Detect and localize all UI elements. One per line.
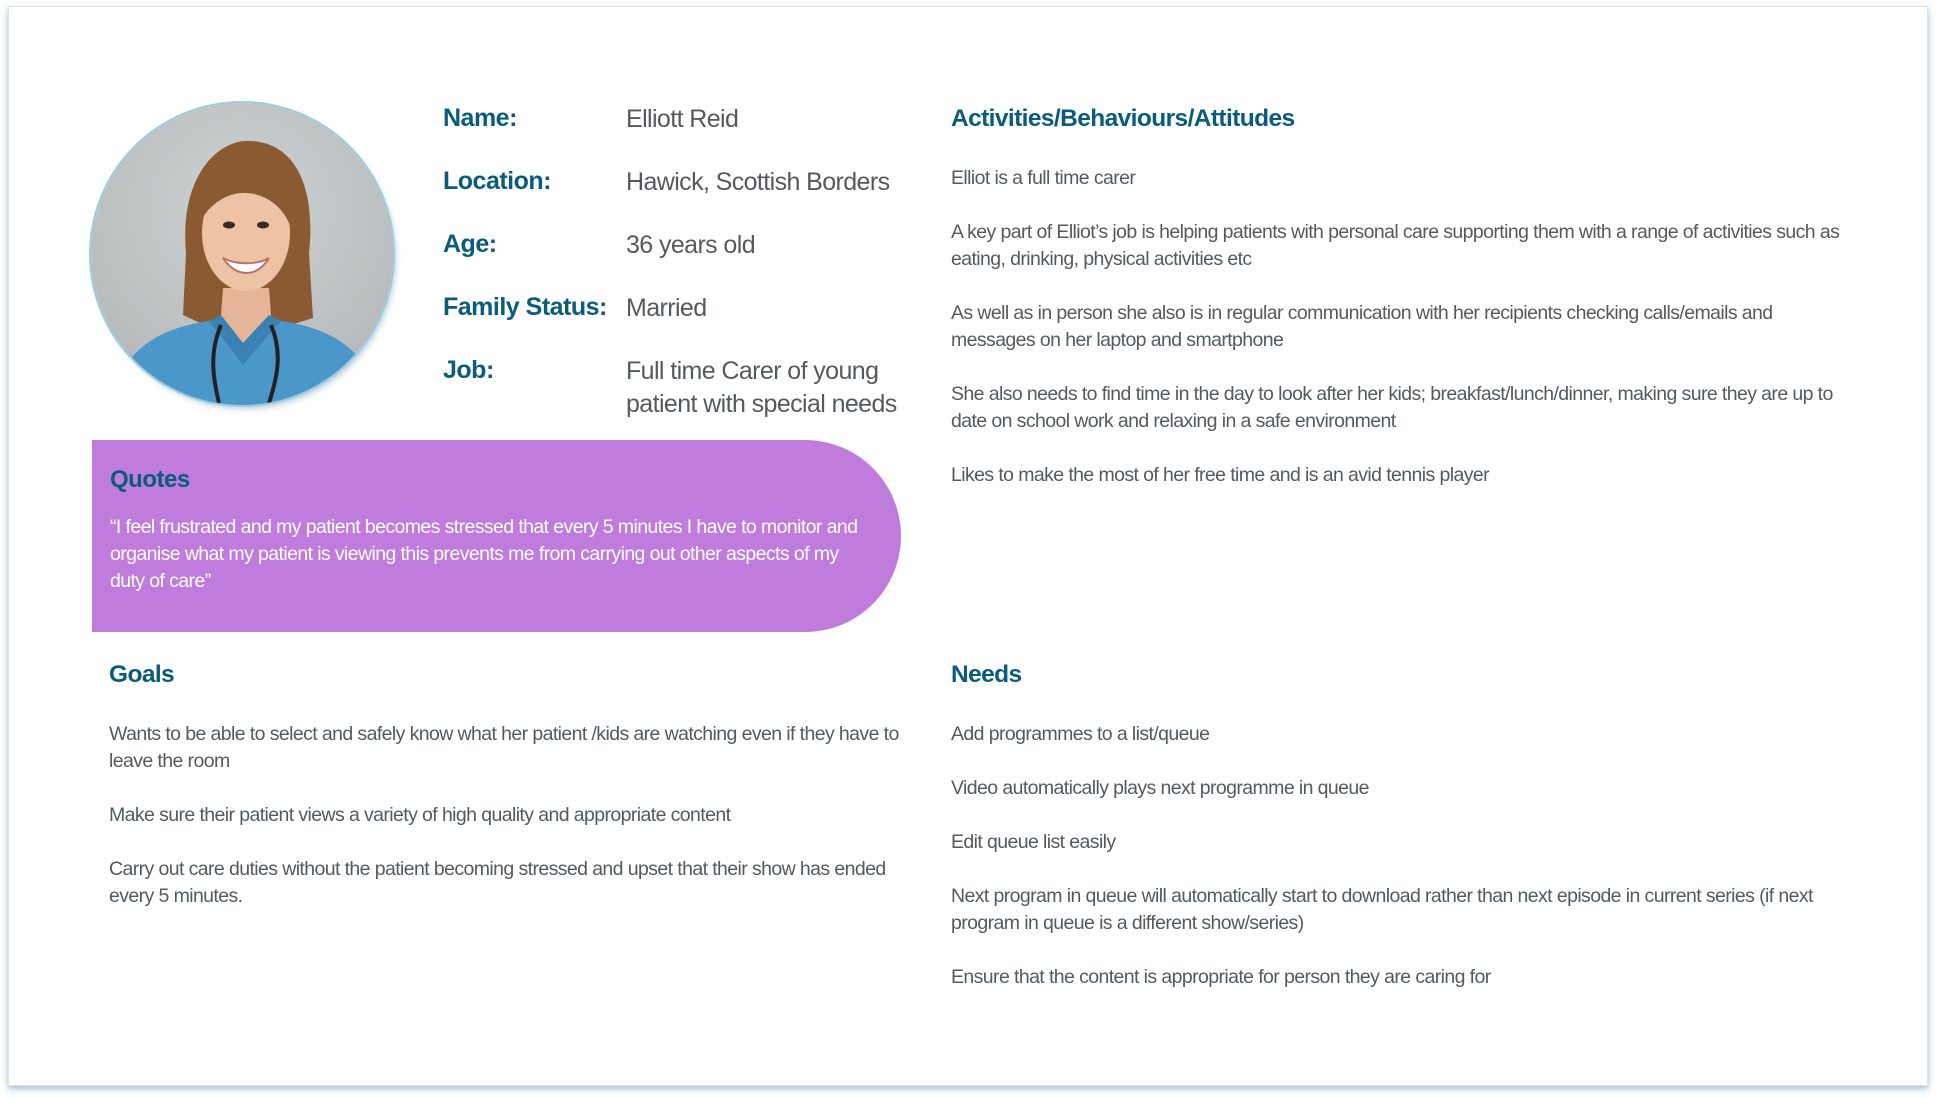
- quotes-title: Quotes: [110, 466, 190, 493]
- goals-title: Goals: [109, 661, 175, 688]
- age-value: 36 years old: [626, 231, 755, 259]
- profile-photo: [91, 103, 393, 405]
- job-value-line-1: Full time Carer of young: [626, 357, 879, 385]
- goal-item: Carry out care duties without the patient becoming stressed and upset that their show has ended every 5 minutes.: [109, 858, 886, 907]
- location-label: Location:: [443, 167, 551, 195]
- activities-list: [951, 165, 1851, 516]
- activities-title: Activities/Behaviours/Attitudes: [951, 105, 1295, 132]
- activity-item: As well as in person she also is in regular communication with her recipients checking calls/emails and messages on her laptop and smartphone: [951, 302, 1773, 351]
- location-value: Hawick, Scottish Borders: [626, 168, 890, 196]
- need-item: Ensure that the content is appropriate for person they are caring for: [951, 966, 1491, 988]
- age-label: Age:: [443, 230, 497, 258]
- needs-list: [951, 721, 1851, 1018]
- need-item: Add programmes to a list/queue: [951, 723, 1210, 745]
- name-label: Name:: [443, 104, 517, 132]
- activity-item: Elliot is a full time carer: [951, 167, 1136, 189]
- activity-item: Likes to make the most of her free time and is an avid tennis player: [951, 464, 1489, 486]
- job-label: Job:: [443, 356, 494, 384]
- needs-title: Needs: [951, 661, 1022, 688]
- activity-item: A key part of Elliot’s job is helping patients with personal care supporting them with a range of activities such as eating, drinking, physical activities etc: [951, 221, 1840, 270]
- need-item: Next program in queue will automatically start to download rather than next episode in current series (if next program in queue is a different show/series): [951, 885, 1813, 934]
- family-status-label: Family Status:: [443, 293, 607, 321]
- job-value-line-2: patient with special needs: [626, 390, 897, 418]
- need-item: Video automatically plays next programme in queue: [951, 777, 1369, 799]
- goal-item: Make sure their patient views a variety of high quality and appropriate content: [109, 804, 731, 826]
- name-value: Elliott Reid: [626, 105, 739, 133]
- family-status-value: Married: [626, 294, 707, 322]
- goals-list: [109, 721, 909, 937]
- activity-item: She also needs to find time in the day to look after her kids; breakfast/lunch/dinner, making sure they are up to date on school work and relaxing in a safe environment: [951, 383, 1833, 432]
- quotes-panel: [92, 440, 901, 632]
- profile-photo-illustration: [91, 103, 393, 405]
- job-value: [626, 355, 897, 421]
- goal-item: Wants to be able to select and safely know what her patient /kids are watching even if they have to leave the room: [109, 723, 899, 772]
- need-item: Edit queue list easily: [951, 831, 1116, 853]
- quote-text: “I feel frustrated and my patient becomes stressed that every 5 minutes I have to monitor and organise what my patient is viewing this prevents me from carrying out other aspects of my duty of care”: [110, 516, 858, 592]
